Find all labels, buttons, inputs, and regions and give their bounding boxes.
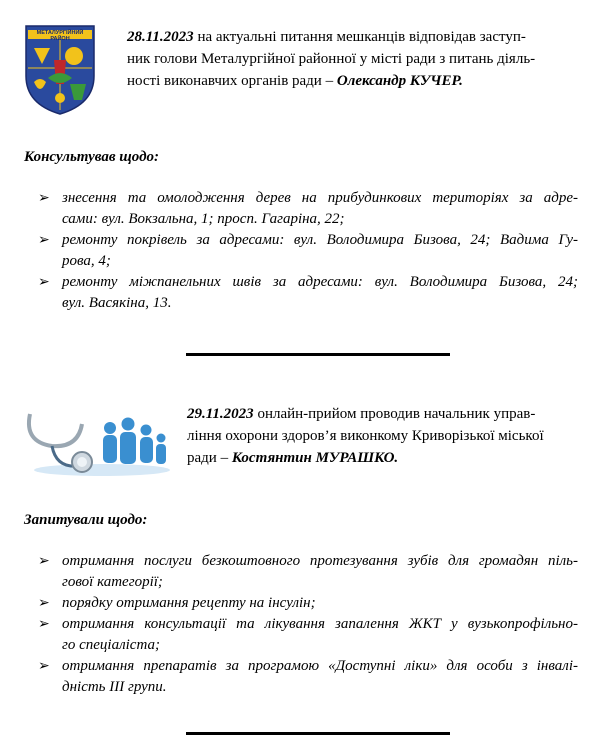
date-2: 29.11.2023 [187, 406, 254, 422]
list-item: ➢ порядку отримання рецепту на інсулін; [38, 593, 578, 614]
official-name-2: Костянтин МУРАШКО. [231, 450, 399, 466]
arrow-bullet-icon: ➢ [38, 191, 50, 206]
intro-1-line-3: ності виконавчих органів ради – [127, 73, 337, 89]
stethoscope-family-illustration [22, 402, 172, 482]
consulted-heading: Консультував щодо: [24, 149, 160, 165]
inquiry-list [38, 551, 578, 698]
list-item: ➢ ремонту покрівель за адресами: вул. Володимира Бизова, 24; Вадима Гу- рова, 4; [38, 232, 578, 269]
intro-1-line-1: на актуальні питання мешканців відповідав заступ- [193, 29, 526, 45]
section-divider [186, 732, 450, 735]
emblem-text: МЕТАЛУРГІЙНИЙ РАЙОН [36, 30, 84, 42]
list-item: ➢ отримання послуги безкоштовного протезування зубів для громадян піль- гової категорії; [38, 553, 578, 590]
list-item: ➢ отримання консультації та лікування запалення ЖКТ у вузькопрофільно- го спеціаліста; [38, 616, 578, 653]
list-item: ➢ знесення та омолодження дерев на прибудинкових територіях за адре- сами: вул. Вокзальна, 1; просп. Гагаріна, 22; [38, 190, 578, 227]
arrow-bullet-icon: ➢ [38, 659, 50, 674]
list-item: ➢ отримання препаратів за програмою «Доступні ліки» для особи з інвалі- дність ІІІ групи. [38, 658, 578, 695]
intro-paragraph-2 [187, 403, 578, 469]
date-1: 28.11.2023 [127, 29, 194, 45]
section-divider [186, 353, 450, 356]
list-item: ➢ ремонту міжпанельних швів за адресами: вул. Володимира Бизова, 24; вул. Васякіна, 13. [38, 274, 578, 311]
intro-paragraph-1 [127, 26, 577, 92]
arrow-bullet-icon: ➢ [38, 233, 50, 248]
intro-2-line-3: ради – [187, 450, 232, 466]
asked-heading: Запитували щодо: [24, 512, 148, 528]
intro-2-line-2: ління охорони здоров’я виконкому Криворізької міської [187, 428, 544, 444]
arrow-bullet-icon: ➢ [38, 275, 50, 290]
arrow-bullet-icon: ➢ [38, 596, 50, 611]
intro-1-line-2: ник голови Металургійної районної у місті ради з питань діяль- [127, 51, 536, 67]
consultation-list [38, 188, 578, 314]
arrow-bullet-icon: ➢ [38, 617, 50, 632]
district-emblem [20, 18, 100, 118]
arrow-bullet-icon: ➢ [38, 554, 50, 569]
intro-2-line-1: онлайн-прийом проводив начальник управ- [253, 406, 536, 422]
official-name-1: Олександр КУЧЕР. [336, 73, 463, 89]
